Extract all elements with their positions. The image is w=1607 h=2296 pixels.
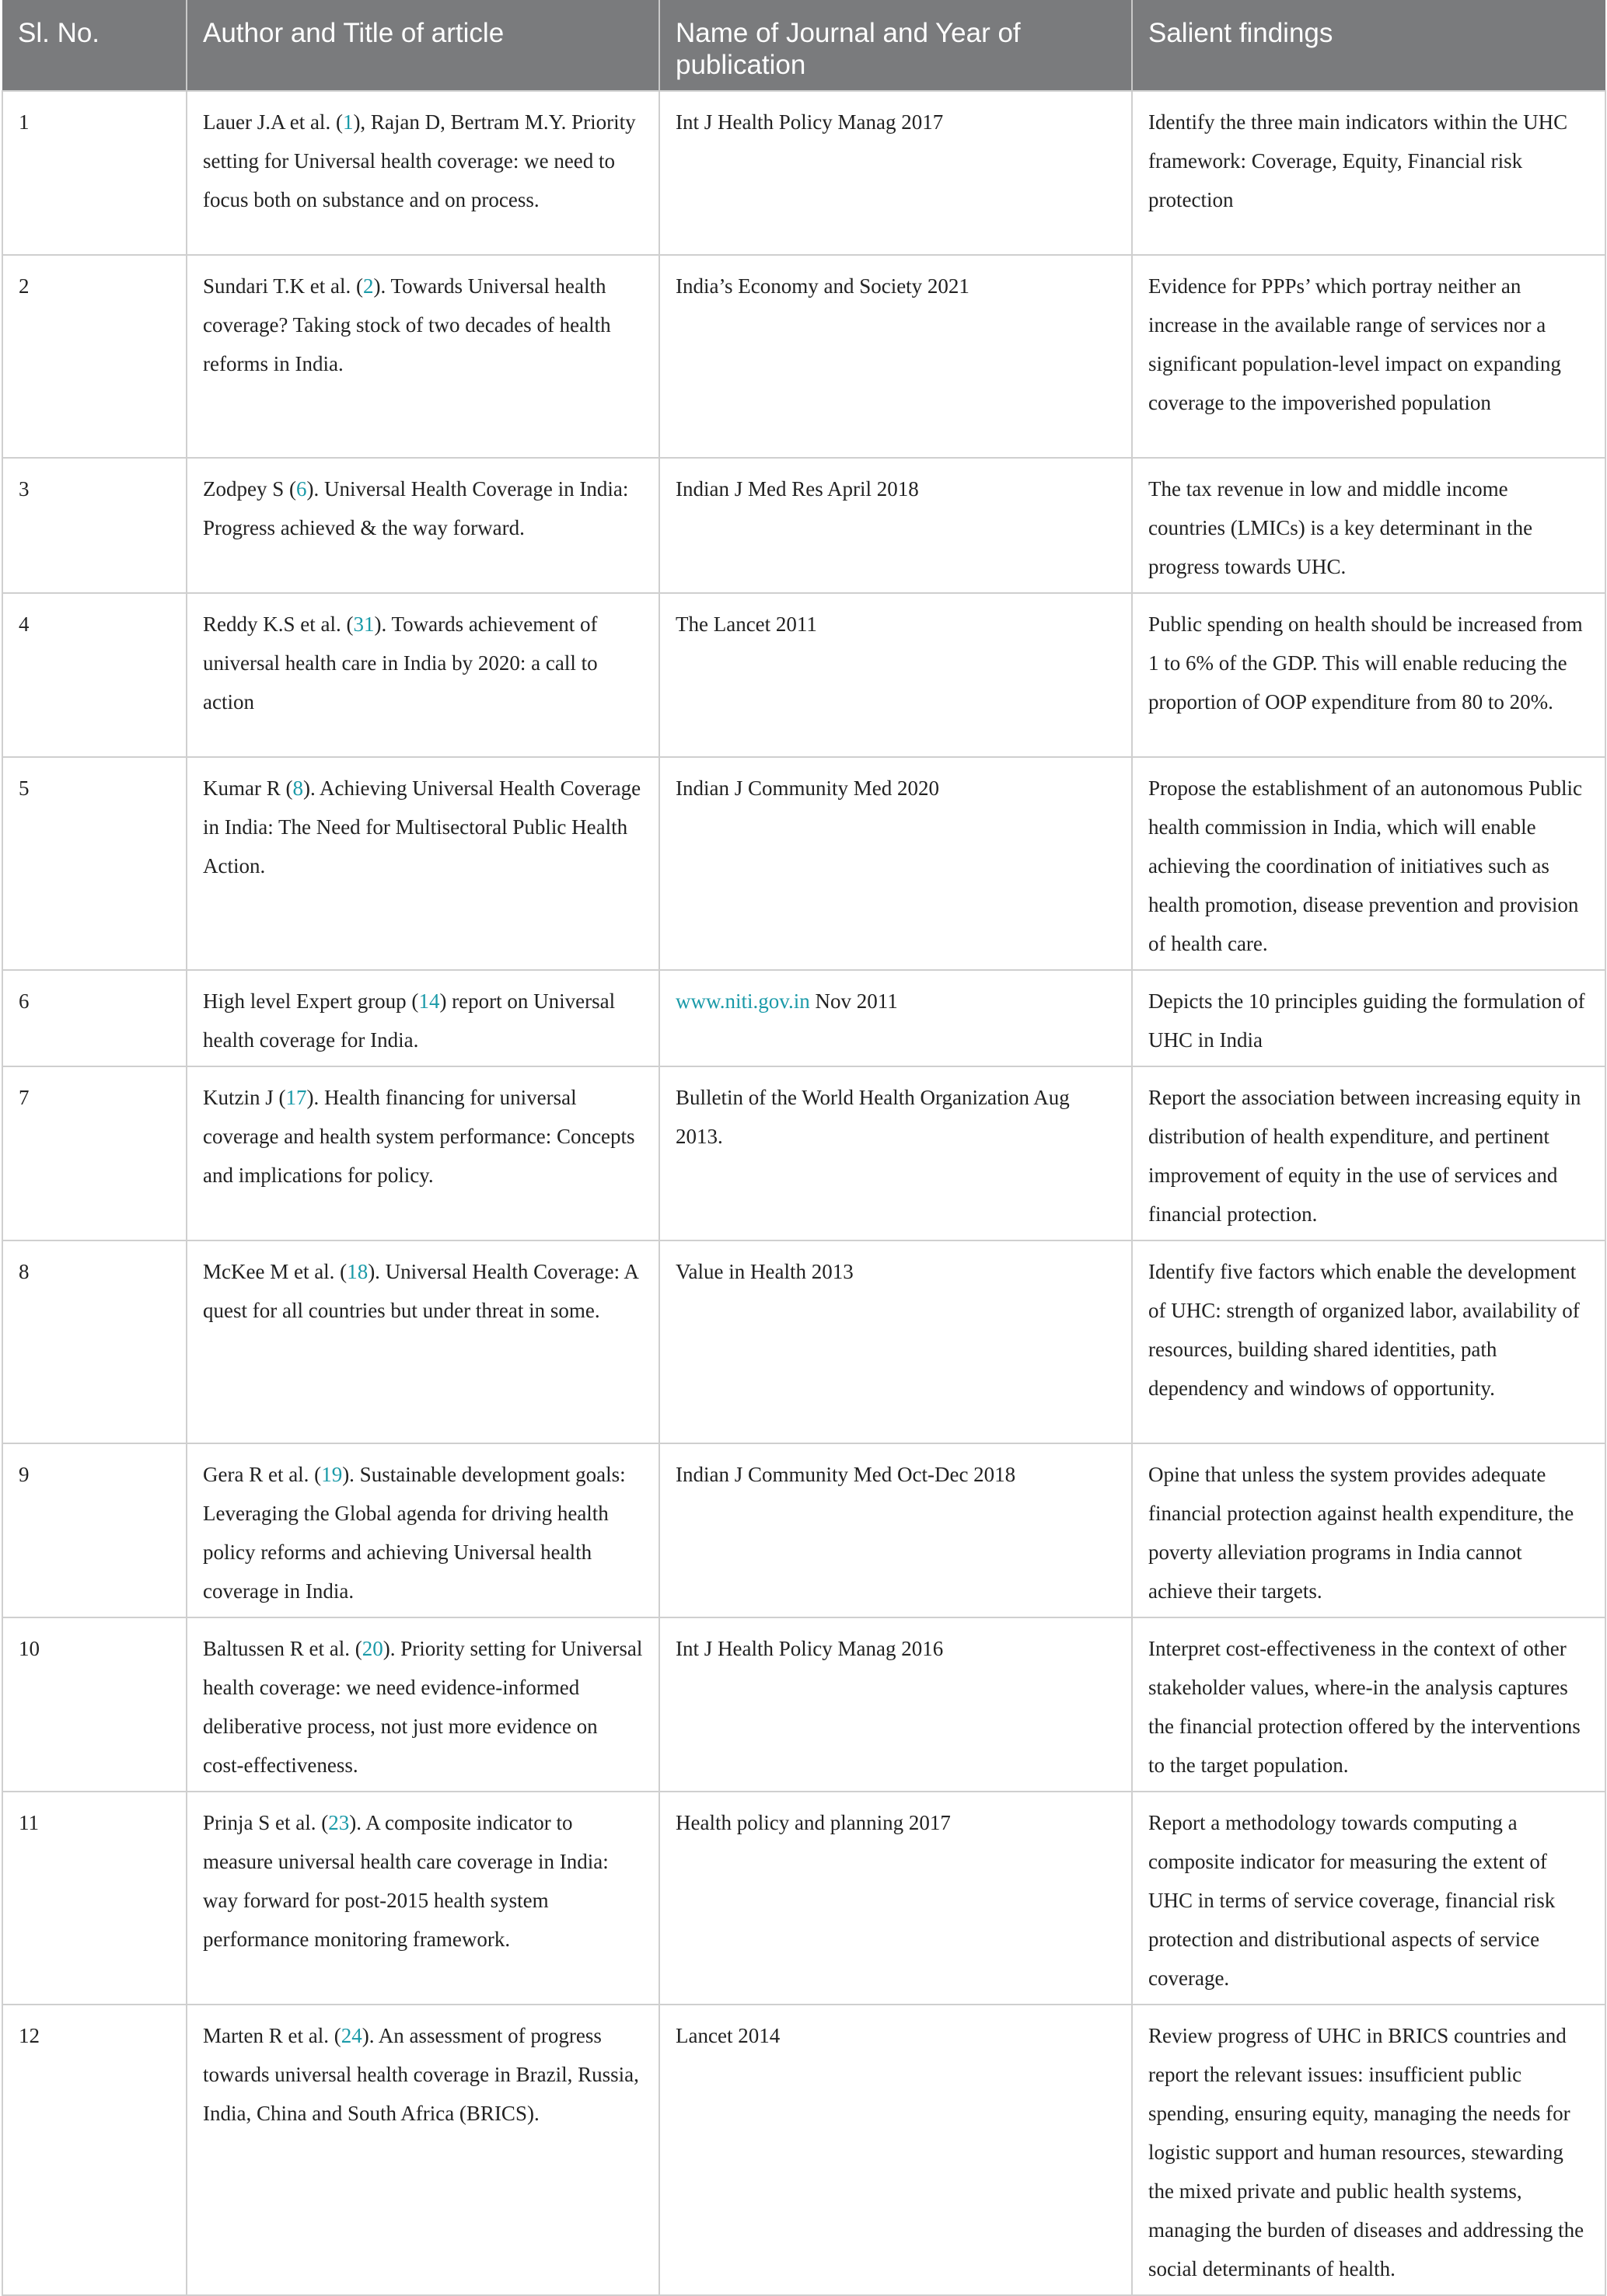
cell-serial-number: 3 — [2, 458, 187, 593]
cell-salient-findings: Identify the three main indicators within the UHC framework: Coverage, Equity, Financial risk protection — [1132, 91, 1605, 255]
cell-salient-findings: Opine that unless the system provides adequate financial protection against health expenditure, the poverty alleviation programs in India cannot achieve their targets. — [1132, 1443, 1605, 1617]
cell-salient-findings: Depicts the 10 principles guiding the formulation of UHC in India — [1132, 970, 1605, 1066]
reference-link[interactable]: 6 — [295, 477, 307, 501]
reference-link[interactable]: 2 — [362, 274, 374, 298]
header-salient-findings: Salient findings — [1132, 0, 1605, 91]
reference-link[interactable]: 31 — [353, 612, 375, 636]
author-text: Prinja S et al. ( — [203, 1811, 329, 1834]
cell-salient-findings: Public spending on health should be increased from 1 to 6% of the GDP. This will enable reducing the proportion of OOP expenditure from 80 to 20%. — [1132, 593, 1605, 757]
table-row — [2, 970, 1605, 1066]
cell-journal-year: Health policy and planning 2017 — [659, 1792, 1132, 2005]
title-text: ). Universal Health Coverage in India: Progress achieved & the way forward. — [203, 477, 629, 539]
literature-table — [2, 0, 1606, 2296]
cell-journal-year: Indian J Med Res April 2018 — [659, 458, 1132, 593]
author-text: Marten R et al. ( — [203, 2024, 341, 2047]
author-text: Baltussen R et al. ( — [203, 1637, 362, 1660]
cell-journal-year: Indian J Community Med Oct-Dec 2018 — [659, 1443, 1132, 1617]
author-text: Zodpey S ( — [203, 477, 296, 501]
cell-serial-number: 8 — [2, 1240, 187, 1443]
cell-author-title — [187, 91, 659, 255]
cell-author-title — [187, 593, 659, 757]
table-row — [2, 2005, 1605, 2295]
reference-link[interactable]: 17 — [285, 1086, 307, 1109]
reference-link[interactable]: 1 — [342, 110, 354, 134]
title-text: ). A composite indicator to measure universal health care coverage in India: way forward for post-2015 health system performance monitoring framework. — [203, 1811, 609, 1951]
title-text: ). Universal Health Coverage: A quest for all countries but under threat in some. — [203, 1260, 638, 1322]
cell-journal-year: India’s Economy and Society 2021 — [659, 255, 1132, 458]
cell-author-title — [187, 1617, 659, 1792]
header-author-title: Author and Title of article — [187, 0, 659, 91]
title-text: ), Rajan D, Bertram M.Y. Priority setting for Universal health coverage: we need to focus both on substance and on process. — [203, 110, 636, 211]
header-journal-year: Name of Journal and Year of publication — [659, 0, 1132, 91]
cell-salient-findings: The tax revenue in low and middle income countries (LMICs) is a key determinant in the progress towards UHC. — [1132, 458, 1605, 593]
table-row — [2, 255, 1605, 458]
table-row — [2, 458, 1605, 593]
cell-serial-number: 12 — [2, 2005, 187, 2295]
cell-journal-year: Int J Health Policy Manag 2017 — [659, 91, 1132, 255]
cell-journal-year: Int J Health Policy Manag 2016 — [659, 1617, 1132, 1792]
reference-link[interactable]: 20 — [362, 1637, 383, 1660]
cell-salient-findings: Report a methodology towards computing a composite indicator for measuring the extent of UHC in terms of service coverage, financial risk protection and distributional aspects of service coverage. — [1132, 1792, 1605, 2005]
header-row — [2, 0, 1605, 91]
title-text: ). Towards Universal health coverage? Taking stock of two decades of health reforms in India. — [203, 274, 611, 375]
cell-salient-findings: Interpret cost-effectiveness in the context of other stakeholder values, where-in the analysis captures the financial protection offered by the interventions to the target population. — [1132, 1617, 1605, 1792]
table-row — [2, 91, 1605, 255]
author-text: Kutzin J ( — [203, 1086, 286, 1109]
table-row — [2, 593, 1605, 757]
author-text: Lauer J.A et al. ( — [203, 110, 343, 134]
cell-journal-year: The Lancet 2011 — [659, 593, 1132, 757]
table-row — [2, 757, 1605, 970]
title-text: ). Health financing for universal coverage and health system performance: Concepts and implications for policy. — [203, 1086, 635, 1187]
header-serial-number: Sl. No. — [2, 0, 187, 91]
title-text: ) report on Universal health coverage for India. — [203, 989, 616, 1052]
cell-serial-number: 6 — [2, 970, 187, 1066]
cell-author-title — [187, 970, 659, 1066]
title-text: ). Sustainable development goals: Leveraging the Global agenda for driving health policy reforms and achieving Universal health coverage in India. — [203, 1463, 626, 1603]
table-row — [2, 1066, 1605, 1240]
cell-salient-findings: Propose the establishment of an autonomous Public health commission in India, which will enable achieving the coordination of initiatives such as health promotion, disease prevention and provision of health care. — [1132, 757, 1605, 970]
cell-author-title — [187, 255, 659, 458]
author-text: McKee M et al. ( — [203, 1260, 348, 1283]
title-text: ). Priority setting for Universal health coverage: we need evidence-informed deliberative process, not just more evidence on cost-effectiveness. — [203, 1637, 643, 1777]
cell-journal-year: Bulletin of the World Health Organization Aug 2013. — [659, 1066, 1132, 1240]
niti-website-link[interactable]: www.niti.gov.in — [676, 989, 810, 1013]
cell-serial-number: 2 — [2, 255, 187, 458]
table-header — [2, 0, 1605, 91]
cell-author-title — [187, 1792, 659, 2005]
title-text: ). An assessment of progress towards universal health coverage in Brazil, Russia, India, China and South Africa (BRICS). — [203, 2024, 639, 2125]
cell-serial-number: 9 — [2, 1443, 187, 1617]
reference-link[interactable]: 8 — [292, 776, 303, 800]
cell-serial-number: 7 — [2, 1066, 187, 1240]
cell-author-title — [187, 1240, 659, 1443]
cell-serial-number: 4 — [2, 593, 187, 757]
author-text: Reddy K.S et al. ( — [203, 612, 354, 636]
cell-salient-findings: Report the association between increasing equity in distribution of health expenditure, and pertinent improvement of equity in the use of services and financial protection. — [1132, 1066, 1605, 1240]
cell-serial-number: 11 — [2, 1792, 187, 2005]
cell-journal-year — [659, 970, 1132, 1066]
cell-serial-number: 5 — [2, 757, 187, 970]
cell-journal-year: Value in Health 2013 — [659, 1240, 1132, 1443]
table-row — [2, 1617, 1605, 1792]
table-row — [2, 1792, 1605, 2005]
title-text: ). Towards achievement of universal health care in India by 2020: a call to action — [203, 612, 598, 714]
cell-author-title — [187, 757, 659, 970]
table-row — [2, 1240, 1605, 1443]
table-body — [2, 91, 1605, 2295]
cell-salient-findings: Identify five factors which enable the development of UHC: strength of organized labor, availability of resources, building shared identities, path dependency and windows of opportunity. — [1132, 1240, 1605, 1443]
cell-author-title — [187, 2005, 659, 2295]
cell-journal-year: Lancet 2014 — [659, 2005, 1132, 2295]
cell-serial-number: 10 — [2, 1617, 187, 1792]
cell-salient-findings: Review progress of UHC in BRICS countries and report the relevant issues: insufficient public spending, ensuring equity, managing the needs for logistic support and human resources, stewarding the mixed private and public health systems, managing the burden of diseases and addressing the social determinants of health. — [1132, 2005, 1605, 2295]
cell-author-title — [187, 1066, 659, 1240]
reference-link[interactable]: 24 — [341, 2024, 362, 2047]
reference-link[interactable]: 14 — [418, 989, 440, 1013]
author-text: Gera R et al. ( — [203, 1463, 322, 1486]
cell-author-title — [187, 458, 659, 593]
author-text: Kumar R ( — [203, 776, 293, 800]
cell-author-title — [187, 1443, 659, 1617]
reference-link[interactable]: 23 — [328, 1811, 350, 1834]
journal-date: Nov 2011 — [809, 989, 898, 1013]
reference-link[interactable]: 18 — [347, 1260, 369, 1283]
cell-serial-number: 1 — [2, 91, 187, 255]
table-row — [2, 1443, 1605, 1617]
cell-salient-findings: Evidence for PPPs’ which portray neither an increase in the available range of services nor a significant population-level impact on expanding coverage to the impoverished population — [1132, 255, 1605, 458]
cell-journal-year: Indian J Community Med 2020 — [659, 757, 1132, 970]
reference-link[interactable]: 19 — [321, 1463, 343, 1486]
author-text: High level Expert group ( — [203, 989, 419, 1013]
title-text: ). Achieving Universal Health Coverage in India: The Need for Multisectoral Public Health Action. — [203, 776, 641, 878]
author-text: Sundari T.K et al. ( — [203, 274, 363, 298]
